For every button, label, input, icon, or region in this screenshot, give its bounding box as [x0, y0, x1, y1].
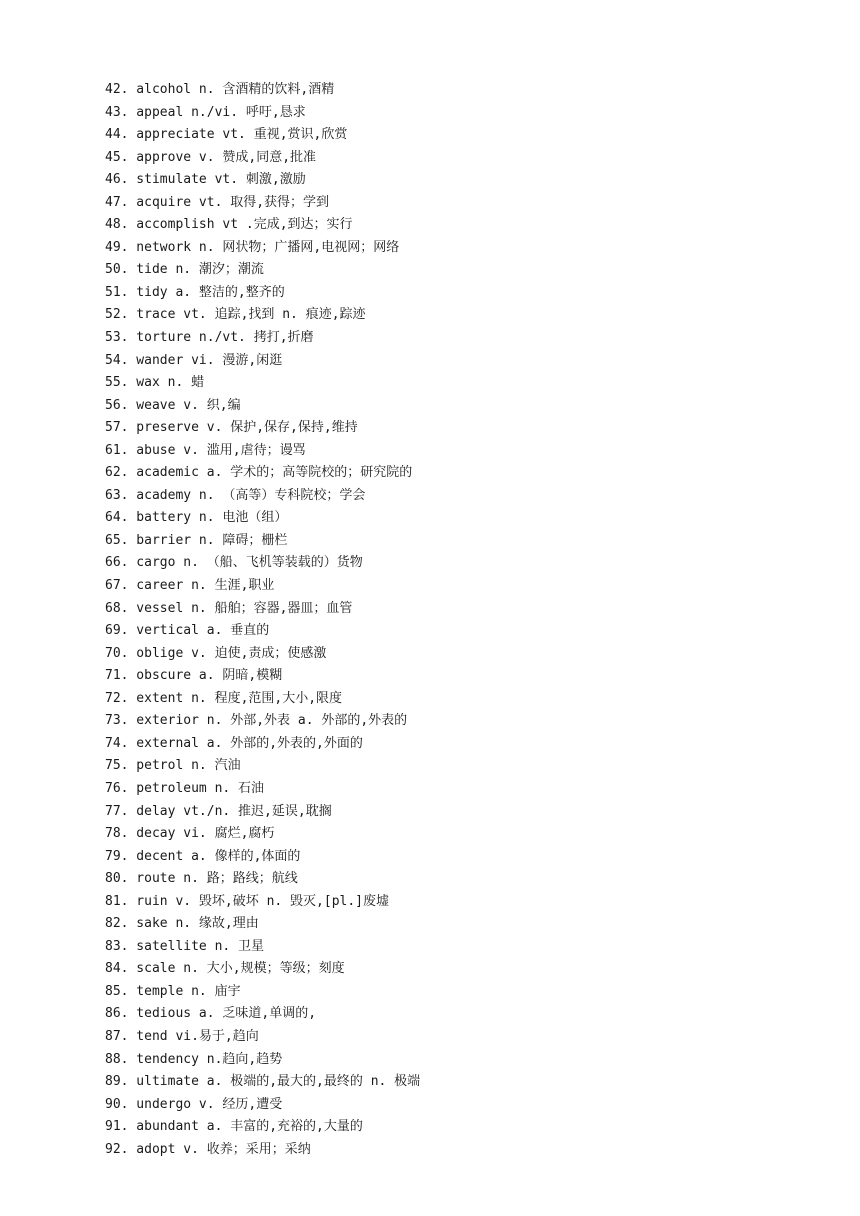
vocab-entry: 55. wax n. 蜡	[105, 375, 205, 391]
vocab-entry: 43. appeal n./vi. 呼吁,恳求	[105, 104, 306, 120]
vocab-entry: 51. tidy a. 整洁的,整齐的	[105, 284, 285, 300]
vocab-entry: 50. tide n. 潮汐；潮流	[105, 262, 264, 278]
vocab-entry: 67. career n. 生涯,职业	[105, 578, 275, 594]
vocab-entry: 74. external a. 外部的,外表的,外面的	[105, 735, 363, 751]
vocab-entry: 54. wander vi. 漫游,闲逛	[105, 352, 283, 368]
vocab-entry: 70. oblige v. 迫使,责成；使感激	[105, 645, 327, 661]
vocab-entry: 68. vessel n. 船舶；容器,器皿；血管	[105, 600, 353, 616]
vocab-entry: 73. exterior n. 外部,外表 a. 外部的,外表的	[105, 713, 408, 729]
vocab-entry: 78. decay vi. 腐烂,腐朽	[105, 826, 275, 842]
vocab-entry: 85. temple n. 庙宇	[105, 983, 241, 999]
vocab-entry: 86. tedious a. 乏味道,单调的,	[105, 1006, 317, 1022]
vocab-entry: 75. petrol n. 汽油	[105, 758, 241, 774]
vocab-entry: 76. petroleum n. 石油	[105, 780, 265, 796]
vocab-entry: 53. torture n./vt. 拷打,折磨	[105, 330, 314, 346]
vocab-entry: 88. tendency n.趋向,趋势	[105, 1051, 283, 1067]
vocab-entry: 81. ruin v. 毁坏,破坏 n. 毁灭,[pl.]废墟	[105, 893, 390, 909]
vocab-entry: 92. adopt v. 收养；采用；采纳	[105, 1141, 311, 1157]
vocab-entry: 63. academy n. （高等）专科院校；学会	[105, 487, 366, 503]
vocab-entry: 46. stimulate vt. 刺激,激励	[105, 172, 306, 188]
vocab-entry: 69. vertical a. 垂直的	[105, 623, 270, 639]
vocab-entry: 72. extent n. 程度,范围,大小,限度	[105, 690, 343, 706]
vocab-entry: 45. approve v. 赞成,同意,批准	[105, 149, 317, 165]
vocab-entry: 61. abuse v. 滥用,虐待；谩骂	[105, 442, 306, 458]
vocabulary-list	[105, 79, 420, 1161]
vocab-entry: 80. route n. 路；路线；航线	[105, 871, 298, 887]
vocab-entry: 82. sake n. 缘故,理由	[105, 916, 259, 932]
vocab-entry: 57. preserve v. 保护,保存,保持,维持	[105, 420, 358, 436]
vocab-entry: 44. appreciate vt. 重视,赏识,欣赏	[105, 127, 348, 143]
vocab-entry: 56. weave v. 织,编	[105, 397, 241, 413]
vocab-entry: 77. delay vt./n. 推迟,延误,耽搁	[105, 803, 332, 819]
vocab-entry: 66. cargo n. （船、飞机等装载的）货物	[105, 555, 363, 571]
vocab-entry: 64. battery n. 电池（组）	[105, 510, 288, 526]
vocab-entry: 71. obscure a. 阴暗,模糊	[105, 668, 283, 684]
vocab-entry: 48. accomplish vt .完成,到达；实行	[105, 217, 353, 233]
vocab-entry: 62. academic a. 学术的；高等院校的；研究院的	[105, 465, 413, 481]
vocab-entry: 52. trace vt. 追踪,找到 n. 痕迹,踪迹	[105, 307, 366, 323]
vocab-entry: 90. undergo v. 经历,遭受	[105, 1096, 283, 1112]
vocab-entry: 91. abundant a. 丰富的,充裕的,大量的	[105, 1119, 363, 1135]
vocab-entry: 89. ultimate a. 极端的,最大的,最终的 n. 极端	[105, 1074, 421, 1090]
vocab-entry: 79. decent a. 像样的,体面的	[105, 848, 301, 864]
vocab-entry: 47. acquire vt. 取得,获得；学到	[105, 194, 330, 210]
vocab-entry: 42. alcohol n. 含酒精的饮料,酒精	[105, 82, 335, 97]
vocab-entry: 84. scale n. 大小,规模；等级；刻度	[105, 961, 345, 977]
vocab-entry: 83. satellite n. 卫星	[105, 938, 265, 954]
vocab-entry: 49. network n. 网状物；广播网,电视网；网络	[105, 239, 400, 255]
vocab-entry: 87. tend vi.易于,趋向	[105, 1028, 259, 1044]
vocab-entry: 65. barrier n. 障碍；栅栏	[105, 532, 288, 548]
